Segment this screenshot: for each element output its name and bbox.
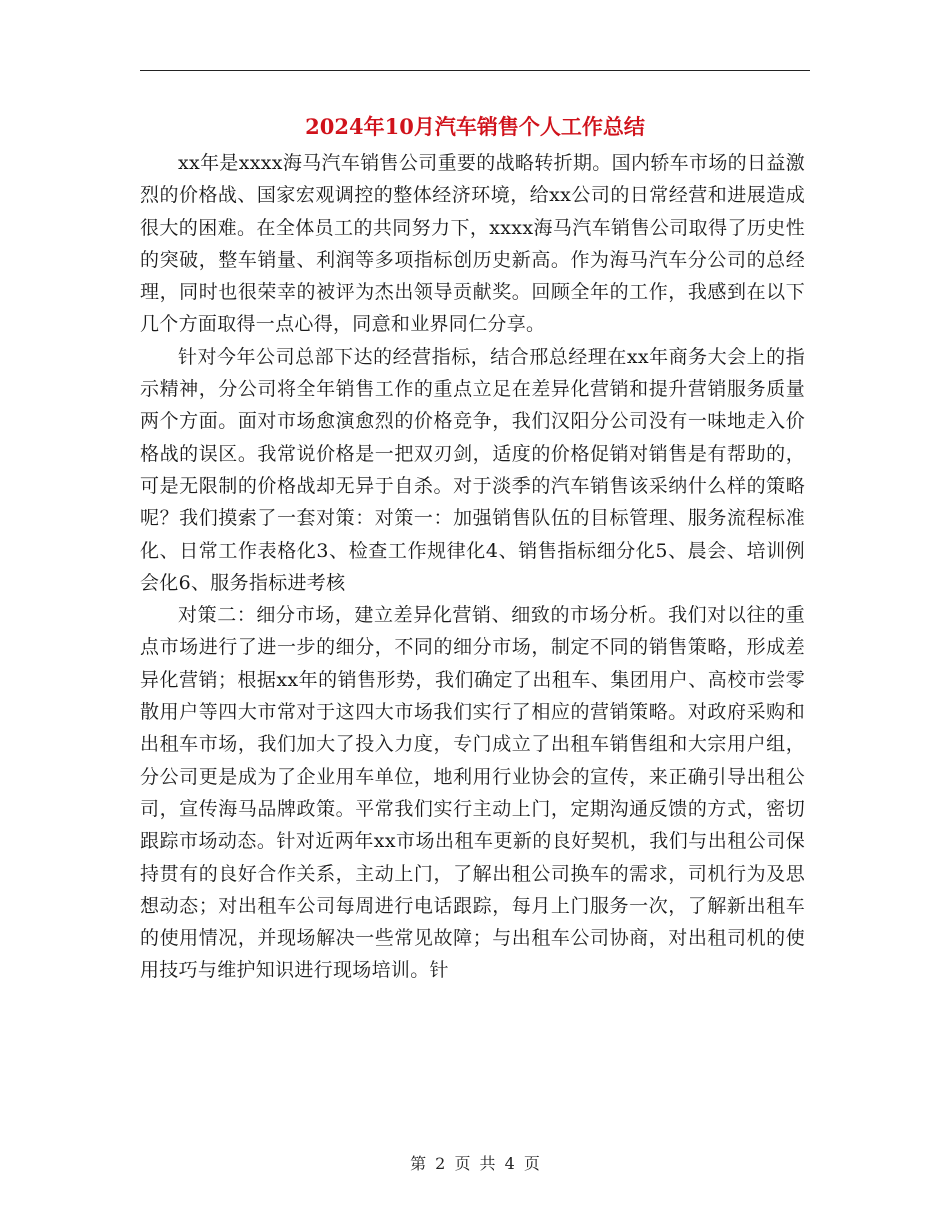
paragraph-2: 针对今年公司总部下达的经营指标，结合邢总经理在xx年商务大会上的指示精神，分公司将全年销售工作的重点立足在差异化营销和提升营销服务质量两个方面。面对市场愈演愈烈的价格竞争，我们汉阳分公司没有一味地走入价格战的误区。我常说价格是一把双刃剑，适度的价格促销对销售是有帮助的，可是无限制的价格战却无异于自杀。对于淡季的汽车销售该采纳什么样的策略呢？我们摸索了一套对策：对策一：加强销售队伍的目标管理、服务流程标准化、日常工作表格化3、检查工作规律化4、销售指标细分化5、晨会、培训例会化6、服务指标进考核 [140, 345, 805, 594]
header-rule [140, 70, 810, 71]
paragraph-1: xx年是xxxx海马汽车销售公司重要的战略转折期。国内轿车市场的日益激烈的价格战、国家宏观调控的整体经济环境，给xx公司的日常经营和进展造成很大的困难。在全体员工的共同努力下，xxxx海马汽车销售公司取得了历史性的突破，整车销量、利润等多项指标创历史新高。作为海马汽车分公司的总经理，同时也很荣幸的被评为杰出领导贡献奖。回顾全年的工作，我感到在以下几个方面取得一点心得，同意和业界同仁分享。 [140, 152, 805, 336]
page-footer: 第 2 页 共 4 页 [410, 1154, 540, 1173]
document-title: 2024年10月汽车销售个人工作总结 [305, 114, 645, 139]
paragraph-3: 对策二：细分市场，建立差异化营销、细致的市场分析。我们对以往的重点市场进行了进一步的细分，不同的细分市场，制定不同的销售策略，形成差异化营销；根据xx年的销售形势，我们确定了出租车、集团用户、高校市尝零散用户等四大市常对于这四大市场我们实行了相应的营销策略。对政府采购和出租车市场，我们加大了投入力度，专门成立了出租车销售组和大宗用户组，分公司更是成为了企业用车单位，地利用行业协会的宣传，来正确引导出租公司，宣传海马品牌政策。平常我们实行主动上门，定期沟通反馈的方式，密切跟踪市场动态。针对近两年xx市场出租车更新的良好契机，我们与出租公司保持贯有的良好合作关系，主动上门，了解出租公司换车的需求，司机行为及思想动态；对出租车公司每周进行电话跟踪，每月上门服务一次，了解新出租车的使用情况，并现场解决一些常见故障；与出租车公司协商，对出租司机的使用技巧与维护知识进行现场培训。针 [140, 604, 805, 982]
document-body [140, 147, 805, 987]
